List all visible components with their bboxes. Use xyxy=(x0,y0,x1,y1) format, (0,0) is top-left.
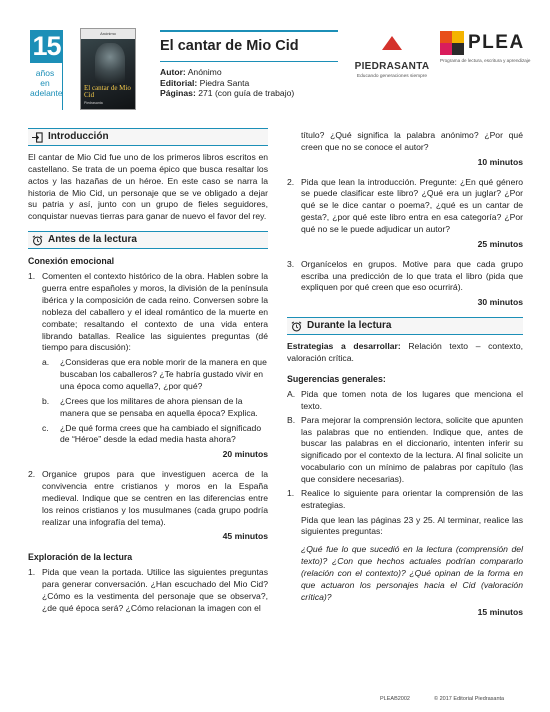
item-text: ¿Crees que los militares de ahora piensan de la manera que se pensaba en aquella época? Explica. xyxy=(60,395,258,418)
item-letter: a. xyxy=(42,357,50,368)
item-letter: A. xyxy=(287,389,296,400)
cover-title: El cantar de Mio Cid xyxy=(84,84,131,99)
item-text: ¿Consideras que era noble morir de la manera en que buscaban los caballeros? ¿Te habría gustado vivir en una época como aquella?, ¿por qué? xyxy=(60,357,267,392)
list-item xyxy=(287,177,523,236)
page-header xyxy=(0,0,550,118)
piedrasanta-name: PIEDRASANTA xyxy=(354,61,430,72)
item-number: 2. xyxy=(28,469,36,480)
intro-header xyxy=(28,128,268,146)
duration: 45 minutos xyxy=(222,531,268,542)
list-item xyxy=(287,389,523,413)
alarm-clock-icon xyxy=(291,321,302,332)
plea-logo xyxy=(440,30,531,65)
item-questions: ¿Qué fue lo que sucedió en la lectura (comprensión del texto)? ¿Con que hechos actuales podrían compararlo (relación con el contexto)? ¿Qué opinan de la forma en que actuaron los personajes hacia el Cid (valoración crítica)? xyxy=(301,544,523,602)
exploracion-title: Exploración de la lectura xyxy=(28,552,133,563)
intro-text: El cantar de Mio Cid fue uno de los primeros libros escritos en castellano. Se trata de un poema épico que busca resaltar los actos y las hazañas de un héroe. En este caso se narra la historia de Mio Cid, un personaje que se ve obligado a dejar su patria y así, junto con un grupo de fieles seguidores, conquistar nuevas tierras para ganar de nuevo el favor del rey. xyxy=(28,152,268,222)
cover-figure xyxy=(95,43,125,83)
list-item xyxy=(28,271,268,354)
book-cover-image xyxy=(80,28,136,110)
pages-label: Páginas: xyxy=(160,88,196,99)
durante-header xyxy=(287,317,523,335)
duration: 20 minutos xyxy=(222,449,268,460)
publisher-label: Editorial: xyxy=(160,77,198,88)
left-column xyxy=(28,128,268,617)
estrategias-text: Relación texto – contexto, valoración crítica. xyxy=(287,341,523,364)
plea-cube-icon xyxy=(440,31,464,55)
piedrasanta-tagline: Educando generaciones siempre xyxy=(356,73,428,79)
author-label: Autor: xyxy=(160,67,186,77)
item-text: Pida que lean la introducción. Pregunte: ¿En qué género se puede clasificar este libro? ¿Qué era un juglar? ¿Por qué se le dice cantar o poema?, ¿qué es un cantar de gesta?, ¿por qué este libro entra en esa categoría? ¿Por qué no se le puede adjudicar un autor? xyxy=(301,176,523,235)
item-number: 1. xyxy=(287,487,295,498)
item-text: Para mejorar la comprensión lectora, solicite que apunten las palabras que no entienden. Indique que, antes de buscar las palabras en el diccionario, intenten inferir su significado por el contexto de la lectura. Al final solicite un vocabulario con un mínimo de palabras por capítulo (las que considere necesarias). xyxy=(301,414,523,485)
list-item xyxy=(287,488,523,512)
list-item xyxy=(28,396,268,420)
list-item xyxy=(287,259,523,295)
item-number: 2. xyxy=(287,176,295,187)
right-column xyxy=(287,130,523,626)
item-number: 1. xyxy=(28,271,36,282)
item-text: Pida que tomen nota de los lugares que menciona el texto. xyxy=(301,389,523,411)
plea-name: PLEA xyxy=(468,32,525,53)
piedrasanta-mark-icon xyxy=(352,36,432,58)
item-text: Comenten el contexto histórico de la obra. Hablen sobre la guerra entre españoles y moros, la división de la península ibérica y la composición de cada reino. Conversen sobre la nobleza del caballero y el ideal romántico de la muerte en combate; resaltando el contexto de una vida entera librando batallas. Realice las siguientes preguntas (dé tiempo para discusión): xyxy=(42,271,268,353)
list-item xyxy=(28,357,268,393)
duration: 10 minutos xyxy=(477,156,523,167)
list-item xyxy=(28,567,268,614)
item-number: 1. xyxy=(28,567,36,578)
antes-header xyxy=(28,231,268,249)
age-number: 15 xyxy=(30,30,63,63)
sugerencias-title: Sugerencias generales: xyxy=(287,373,386,384)
item-text: Organice grupos para que investiguen acerca de la convivencia entre cristianos y moros en la España medieval. Indique que se centren en las diferencias entre los reinos cristianos y los musulmanes (cada grupo podría realizar una infografía del tema). xyxy=(42,469,268,527)
enter-arrow-icon xyxy=(32,132,43,143)
estrategias-label: Estrategias a desarrollar: xyxy=(287,341,401,352)
item-text: Organícelos en grupos. Motive para que cada grupo escriba una predicción de lo que trata el libro (pida que expliquen por qué creen que eso ocurrirá). xyxy=(301,258,523,293)
list-item xyxy=(28,469,268,528)
durante-title: Durante la lectura xyxy=(307,320,392,332)
footer-code: PLEAB2002 xyxy=(380,696,410,702)
item-number: 3. xyxy=(287,258,295,269)
duration: 30 minutos xyxy=(477,297,523,308)
pages-value: 271 (con guía de trabajo) xyxy=(198,88,295,99)
item-letter: c. xyxy=(42,422,49,433)
age-label: años en adelante xyxy=(30,68,63,98)
cover-publisher: Piedrasanta xyxy=(84,101,103,106)
age-badge xyxy=(30,30,63,110)
plea-tagline: Programa de lectura, escritura y aprendizaje xyxy=(440,58,531,64)
item-text: ¿De qué forma crees que ha cambiado el significado de “Héroe” desde la edad media hasta ahora? xyxy=(60,422,262,445)
duration: 15 minutos xyxy=(477,606,523,617)
item-subtext: Pida que lean las páginas 23 y 25. Al terminar, realice las siguientes preguntas: xyxy=(301,514,523,537)
book-meta xyxy=(160,67,338,99)
list-item xyxy=(28,423,268,447)
publisher-value: Piedra Santa xyxy=(199,77,250,88)
item-continuation: título? ¿Qué significa la palabra anónimo? ¿Por qué creen que no se conoce el autor? xyxy=(301,130,523,152)
book-title: El cantar de Mio Cid xyxy=(160,38,299,54)
pages-row xyxy=(160,88,338,99)
author-row xyxy=(160,67,338,78)
footer-copyright: © 2017 Editorial Piedrasanta xyxy=(434,696,505,702)
cover-author: Anónimo xyxy=(81,29,135,39)
intro-title: Introducción xyxy=(48,131,109,143)
book-info xyxy=(160,30,338,99)
item-text: Realice lo siguiente para orientar la comprensión de las estrategias. xyxy=(301,487,523,510)
author-value: Anónimo xyxy=(187,67,222,77)
piedrasanta-logo xyxy=(352,36,432,80)
alarm-clock-icon xyxy=(32,235,43,246)
conexion-title: Conexión emocional xyxy=(28,256,115,267)
antes-title: Antes de la lectura xyxy=(48,234,137,246)
item-letter: b. xyxy=(42,395,50,406)
item-text: Pida que vean la portada. Utilice las siguientes preguntas para generar conversación. ¿Han escuchado del Mio Cid? ¿Cómo es la vestimenta del personaje que se observa?, ¿de qué época será? ¿Cómo relacionan la imagen con el xyxy=(42,567,268,614)
item-letter: B. xyxy=(287,414,296,425)
publisher-row xyxy=(160,78,338,89)
duration: 25 minutos xyxy=(477,238,523,249)
estrategias xyxy=(287,341,523,365)
title-bar xyxy=(160,30,338,62)
list-item xyxy=(287,415,523,486)
